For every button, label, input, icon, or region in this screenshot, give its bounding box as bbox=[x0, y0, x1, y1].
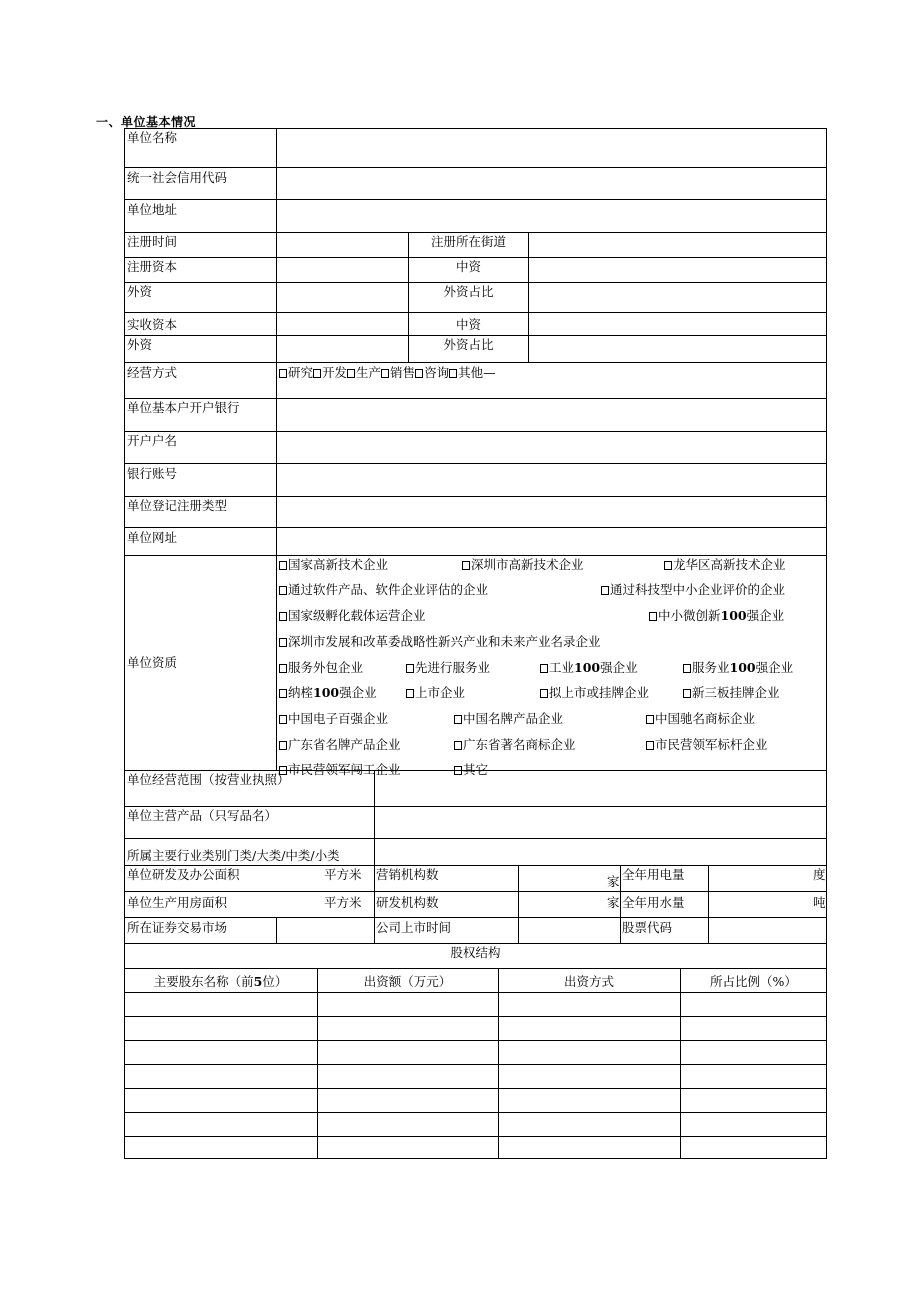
qual-gd-brand[interactable]: 广东省名牌产品企业 bbox=[279, 737, 401, 753]
equity-col-amount: 出资额（万元） bbox=[363, 974, 452, 989]
stock-code-label: 股票代码 bbox=[622, 920, 673, 935]
row-divider bbox=[124, 968, 827, 969]
prod-area-unit: 平方米 bbox=[324, 895, 362, 910]
sales-org-unit: 家 bbox=[607, 874, 620, 889]
qual-neeq[interactable]: 新三板挂牌企业 bbox=[683, 685, 780, 701]
business-mode-options bbox=[279, 365, 496, 381]
col-divider bbox=[620, 865, 621, 943]
checkbox-icon[interactable] bbox=[454, 741, 462, 750]
account-name-field[interactable] bbox=[277, 432, 826, 463]
qual-outsourcing[interactable]: 服务外包企业 bbox=[279, 660, 363, 676]
qual-advanced-service[interactable]: 先进行服务业 bbox=[406, 660, 490, 676]
checkbox-icon[interactable] bbox=[279, 638, 287, 647]
checkbox-icon[interactable] bbox=[279, 561, 287, 570]
row-divider bbox=[124, 312, 827, 313]
equity-col-shareholder: 主要股东名称（前5位） bbox=[153, 974, 288, 989]
checkbox-icon[interactable] bbox=[279, 369, 287, 378]
qual-pre-listing[interactable]: 拟上市或挂牌企业 bbox=[540, 685, 649, 701]
account-no-field[interactable] bbox=[277, 464, 826, 496]
qual-longhua-hitech[interactable]: 龙华区高新技术企业 bbox=[664, 557, 786, 573]
website-field[interactable] bbox=[277, 528, 826, 555]
row-divider bbox=[124, 865, 827, 866]
checkbox-icon[interactable] bbox=[646, 741, 654, 750]
table-row[interactable] bbox=[125, 1041, 826, 1064]
main-products-label: 单位主营产品（只写品名） bbox=[127, 808, 278, 823]
qual-national-hitech[interactable]: 国家高新技术企业 bbox=[279, 557, 388, 573]
unit-name-field[interactable] bbox=[277, 129, 826, 167]
credit-code-field[interactable] bbox=[277, 168, 826, 199]
rd-area-label: 单位研发及办公面积 bbox=[127, 867, 240, 882]
mode-other[interactable]: 其他— bbox=[449, 365, 496, 380]
mode-develop[interactable]: 开发 bbox=[313, 365, 347, 380]
col-divider bbox=[276, 917, 277, 943]
col-divider bbox=[708, 865, 709, 943]
qual-listed[interactable]: 上市企业 bbox=[406, 685, 465, 701]
prod-area-label: 单位生产用房面积 bbox=[127, 895, 228, 910]
domestic-label-2: 中资 bbox=[455, 317, 481, 332]
table-row[interactable] bbox=[125, 1113, 826, 1136]
checkbox-icon[interactable] bbox=[313, 369, 321, 378]
checkbox-icon[interactable] bbox=[540, 664, 548, 673]
checkbox-icon[interactable] bbox=[601, 586, 609, 595]
qual-tech-sme[interactable]: 通过科技型中小企业评价的企业 bbox=[601, 582, 785, 598]
credit-code-label: 统一社会信用代码 bbox=[127, 170, 228, 185]
checkbox-icon[interactable] bbox=[381, 369, 389, 378]
checkbox-icon[interactable] bbox=[540, 689, 548, 698]
sales-org-label: 营销机构数 bbox=[376, 867, 439, 882]
foreign-ratio-label-2: 外资占比 bbox=[443, 337, 494, 352]
checkbox-icon[interactable] bbox=[646, 715, 654, 724]
account-no-label: 银行账号 bbox=[127, 466, 178, 481]
qual-software-eval[interactable]: 通过软件产品、软件企业评估的企业 bbox=[279, 582, 488, 598]
water-label: 全年用水量 bbox=[622, 895, 685, 910]
unit-name-label: 单位名称 bbox=[127, 130, 178, 145]
qual-sme-innovation-100[interactable]: 中小微创新100强企业 bbox=[649, 608, 784, 624]
checkbox-icon[interactable] bbox=[406, 689, 414, 698]
rd-area-unit: 平方米 bbox=[324, 867, 362, 882]
row-divider bbox=[124, 282, 827, 283]
rd-org-unit: 家 bbox=[607, 895, 620, 910]
qual-incubator[interactable]: 国家级孵化载体运营企业 bbox=[279, 608, 426, 624]
qual-service-100[interactable]: 服务业100强企业 bbox=[683, 660, 793, 676]
checkbox-icon[interactable] bbox=[415, 369, 423, 378]
equity-col-ratio: 所占比例（%） bbox=[710, 974, 797, 989]
section-title: 一、单位基本情况 bbox=[96, 115, 197, 129]
checkbox-icon[interactable] bbox=[406, 664, 414, 673]
mode-research[interactable]: 研究 bbox=[279, 365, 313, 380]
power-unit: 度 bbox=[813, 867, 826, 882]
checkbox-icon[interactable] bbox=[664, 561, 672, 570]
qual-electronics-top100[interactable]: 中国电子百强企业 bbox=[279, 711, 388, 727]
checkbox-icon[interactable] bbox=[279, 664, 287, 673]
row-divider bbox=[124, 335, 827, 336]
reg-street-label: 注册所在街道 bbox=[430, 234, 506, 249]
paid-capital-label: 实收资本 bbox=[127, 317, 178, 332]
table-row[interactable] bbox=[125, 1089, 826, 1112]
power-label: 全年用电量 bbox=[622, 867, 685, 882]
mode-consult[interactable]: 咨询 bbox=[415, 365, 449, 380]
checkbox-icon[interactable] bbox=[683, 689, 691, 698]
checkbox-icon[interactable] bbox=[279, 715, 287, 724]
qualification-label: 单位资质 bbox=[127, 655, 178, 670]
row-divider bbox=[124, 362, 827, 363]
business-scope-field[interactable] bbox=[375, 771, 826, 806]
reg-type-label: 单位登记注册类型 bbox=[127, 498, 228, 513]
qual-shenzhen-hitech[interactable]: 深圳市高新技术企业 bbox=[462, 557, 584, 573]
qual-private-leader[interactable]: 市民营领军标杆企业 bbox=[646, 737, 768, 753]
reg-time-field[interactable] bbox=[277, 233, 408, 257]
foreign-ratio-label: 外资占比 bbox=[443, 284, 494, 299]
table-row[interactable] bbox=[125, 1137, 826, 1158]
checkbox-icon[interactable] bbox=[454, 766, 462, 775]
checkbox-icon[interactable] bbox=[449, 369, 457, 378]
checkbox-icon[interactable] bbox=[279, 689, 287, 698]
checkbox-icon[interactable] bbox=[279, 612, 287, 621]
bank-label: 单位基本户开户银行 bbox=[127, 400, 240, 415]
qual-other[interactable]: 其它 bbox=[454, 762, 488, 778]
table-row[interactable] bbox=[125, 1017, 826, 1040]
qual-tax-100[interactable]: 纳榁100强企业 bbox=[279, 685, 377, 701]
reg-capital-label: 注册资本 bbox=[127, 259, 178, 274]
qual-gd-trademark[interactable]: 广东省著名商标企业 bbox=[454, 737, 576, 753]
equity-title: 股权结构 bbox=[450, 945, 501, 960]
row-divider bbox=[124, 917, 827, 918]
equity-col-method: 出资方式 bbox=[563, 974, 614, 989]
domestic-label: 中资 bbox=[455, 259, 481, 274]
qual-clipped-row bbox=[277, 758, 826, 777]
account-name-label: 开户户名 bbox=[127, 433, 178, 448]
mode-sales[interactable]: 销售 bbox=[381, 365, 415, 380]
checkbox-icon[interactable] bbox=[347, 369, 355, 378]
foreign-label-2: 外资 bbox=[127, 337, 153, 352]
row-divider bbox=[124, 891, 827, 892]
qual-private-innovator[interactable]: 市民营领军闯工企业 bbox=[279, 762, 401, 778]
business-scope-label: 单位经营范围（按营业执照） bbox=[127, 772, 290, 787]
reg-time-label: 注册时间 bbox=[127, 234, 178, 249]
exchange-label: 所在证券交易市场 bbox=[127, 920, 228, 935]
rd-org-label: 研发机构数 bbox=[376, 895, 439, 910]
checkbox-icon[interactable] bbox=[462, 561, 470, 570]
mode-produce[interactable]: 生产 bbox=[347, 365, 381, 380]
row-divider bbox=[124, 555, 827, 556]
qual-strategic-emerging[interactable]: 深圳市发展和改革委战略性新兴产业和未来产业名录企业 bbox=[279, 634, 601, 650]
qual-industry-100[interactable]: 工业100强企业 bbox=[540, 660, 638, 676]
industry-field[interactable] bbox=[375, 839, 826, 865]
main-products-field[interactable] bbox=[375, 807, 826, 838]
row-divider bbox=[124, 257, 827, 258]
address-label: 单位地址 bbox=[127, 202, 178, 217]
qual-china-brand[interactable]: 中国名牌产品企业 bbox=[454, 711, 563, 727]
listing-time-label: 公司上市时间 bbox=[376, 920, 452, 935]
reg-street-field[interactable] bbox=[529, 233, 826, 257]
checkbox-icon[interactable] bbox=[649, 612, 657, 621]
address-field[interactable] bbox=[277, 200, 826, 232]
water-unit: 吨 bbox=[813, 895, 826, 910]
col-divider bbox=[518, 865, 519, 943]
checkbox-icon[interactable] bbox=[683, 664, 691, 673]
foreign-label: 外资 bbox=[127, 284, 153, 299]
checkbox-icon[interactable] bbox=[279, 586, 287, 595]
table-row[interactable] bbox=[125, 993, 826, 1016]
checkbox-icon[interactable] bbox=[279, 741, 287, 750]
website-label: 单位网址 bbox=[127, 530, 178, 545]
qual-famous-trademark[interactable]: 中国驰名商标企业 bbox=[646, 711, 755, 727]
business-mode-label: 经营方式 bbox=[127, 365, 178, 380]
industry-label: 所属主要行业类别门类/大类/中类/小类 bbox=[127, 848, 340, 863]
table-row[interactable] bbox=[125, 1065, 826, 1088]
bank-field[interactable] bbox=[277, 399, 826, 431]
checkbox-icon[interactable] bbox=[454, 715, 462, 724]
reg-type-field[interactable] bbox=[277, 497, 826, 527]
row-divider bbox=[124, 943, 827, 944]
